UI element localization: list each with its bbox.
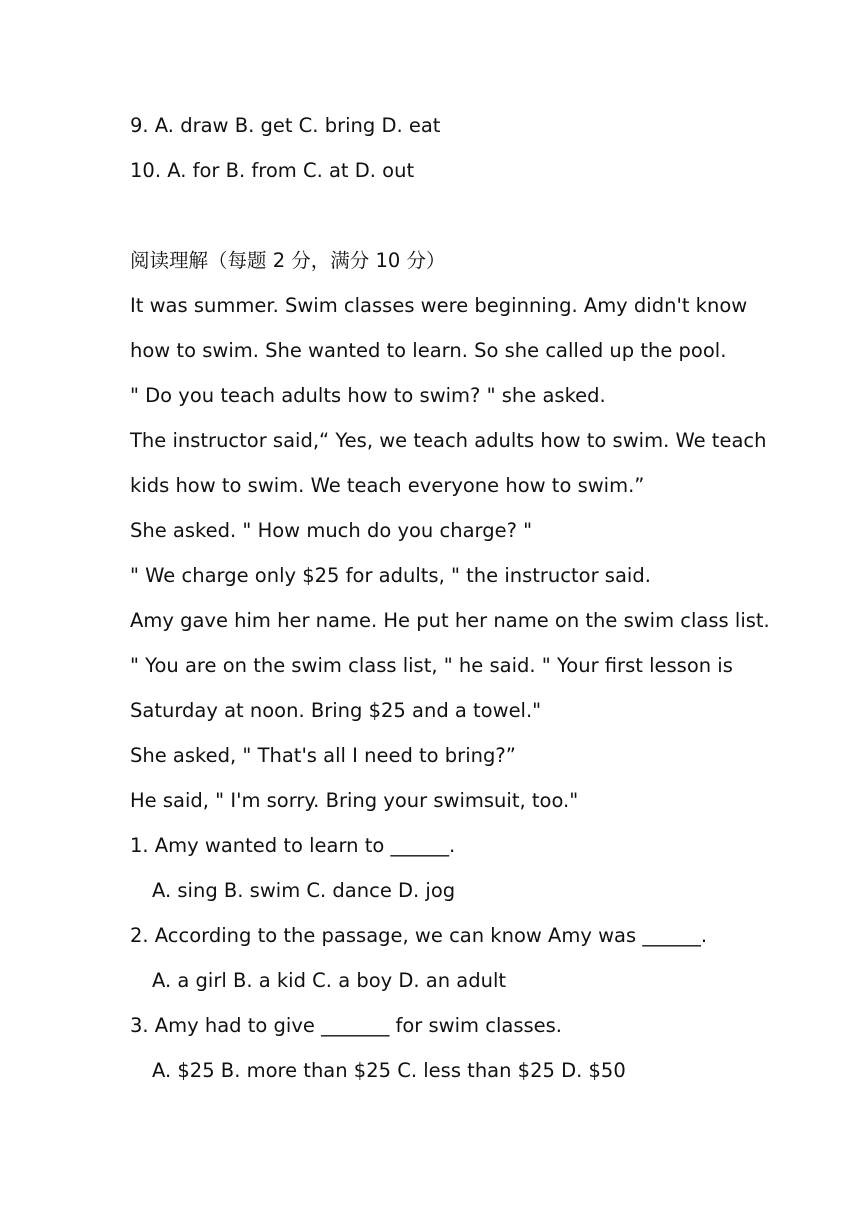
question-3-stem: 3. Amy had to give _______ for swim classes.: [130, 1014, 563, 1037]
passage-line: kids how to swim. We teach everyone how to swim.”: [130, 474, 645, 497]
passage-line: Saturday at noon. Bring $25 and a towel.": [130, 699, 542, 722]
question-2-stem: 2. According to the passage, we can know Amy was ______.: [130, 924, 708, 947]
question-3-options: A. $25 B. more than $25 C. less than $25 D. $50: [152, 1059, 626, 1082]
passage-line: how to swim. She wanted to learn. So she called up the pool.: [130, 339, 727, 362]
passage-line: He said, " I'm sorry. Bring your swimsuit, too.": [130, 789, 579, 812]
question-1-options: A. sing B. swim C. dance D. jog: [152, 879, 456, 902]
passage-line: The instructor said,“ Yes, we teach adults how to swim. We teach: [130, 429, 767, 452]
passage-line: " Do you teach adults how to swim? " she asked.: [130, 384, 606, 407]
cloze-option-line-10: 10. A. for B. from C. at D. out: [130, 159, 415, 182]
question-2-options: A. a girl B. a kid C. a boy D. an adult: [152, 969, 507, 992]
question-1-stem: 1. Amy wanted to learn to ______.: [130, 834, 456, 857]
passage-line: Amy gave him her name. He put her name on the swim class list.: [130, 609, 770, 632]
cloze-option-line-9: 9. A. draw B. get C. bring D. eat: [130, 114, 441, 137]
passage-line: It was summer. Swim classes were beginning. Amy didn't know: [130, 294, 748, 317]
passage-line: She asked, " That's all I need to bring?”: [130, 744, 516, 767]
passage-line: " We charge only $25 for adults, " the instructor said.: [130, 564, 651, 587]
section-heading: 阅读理解（每题 2 分，满分 10 分）: [130, 249, 446, 272]
passage-line: She asked. " How much do you charge? ": [130, 519, 533, 542]
passage-line: " You are on the swim class list, " he said. " Your first lesson is: [130, 654, 733, 677]
